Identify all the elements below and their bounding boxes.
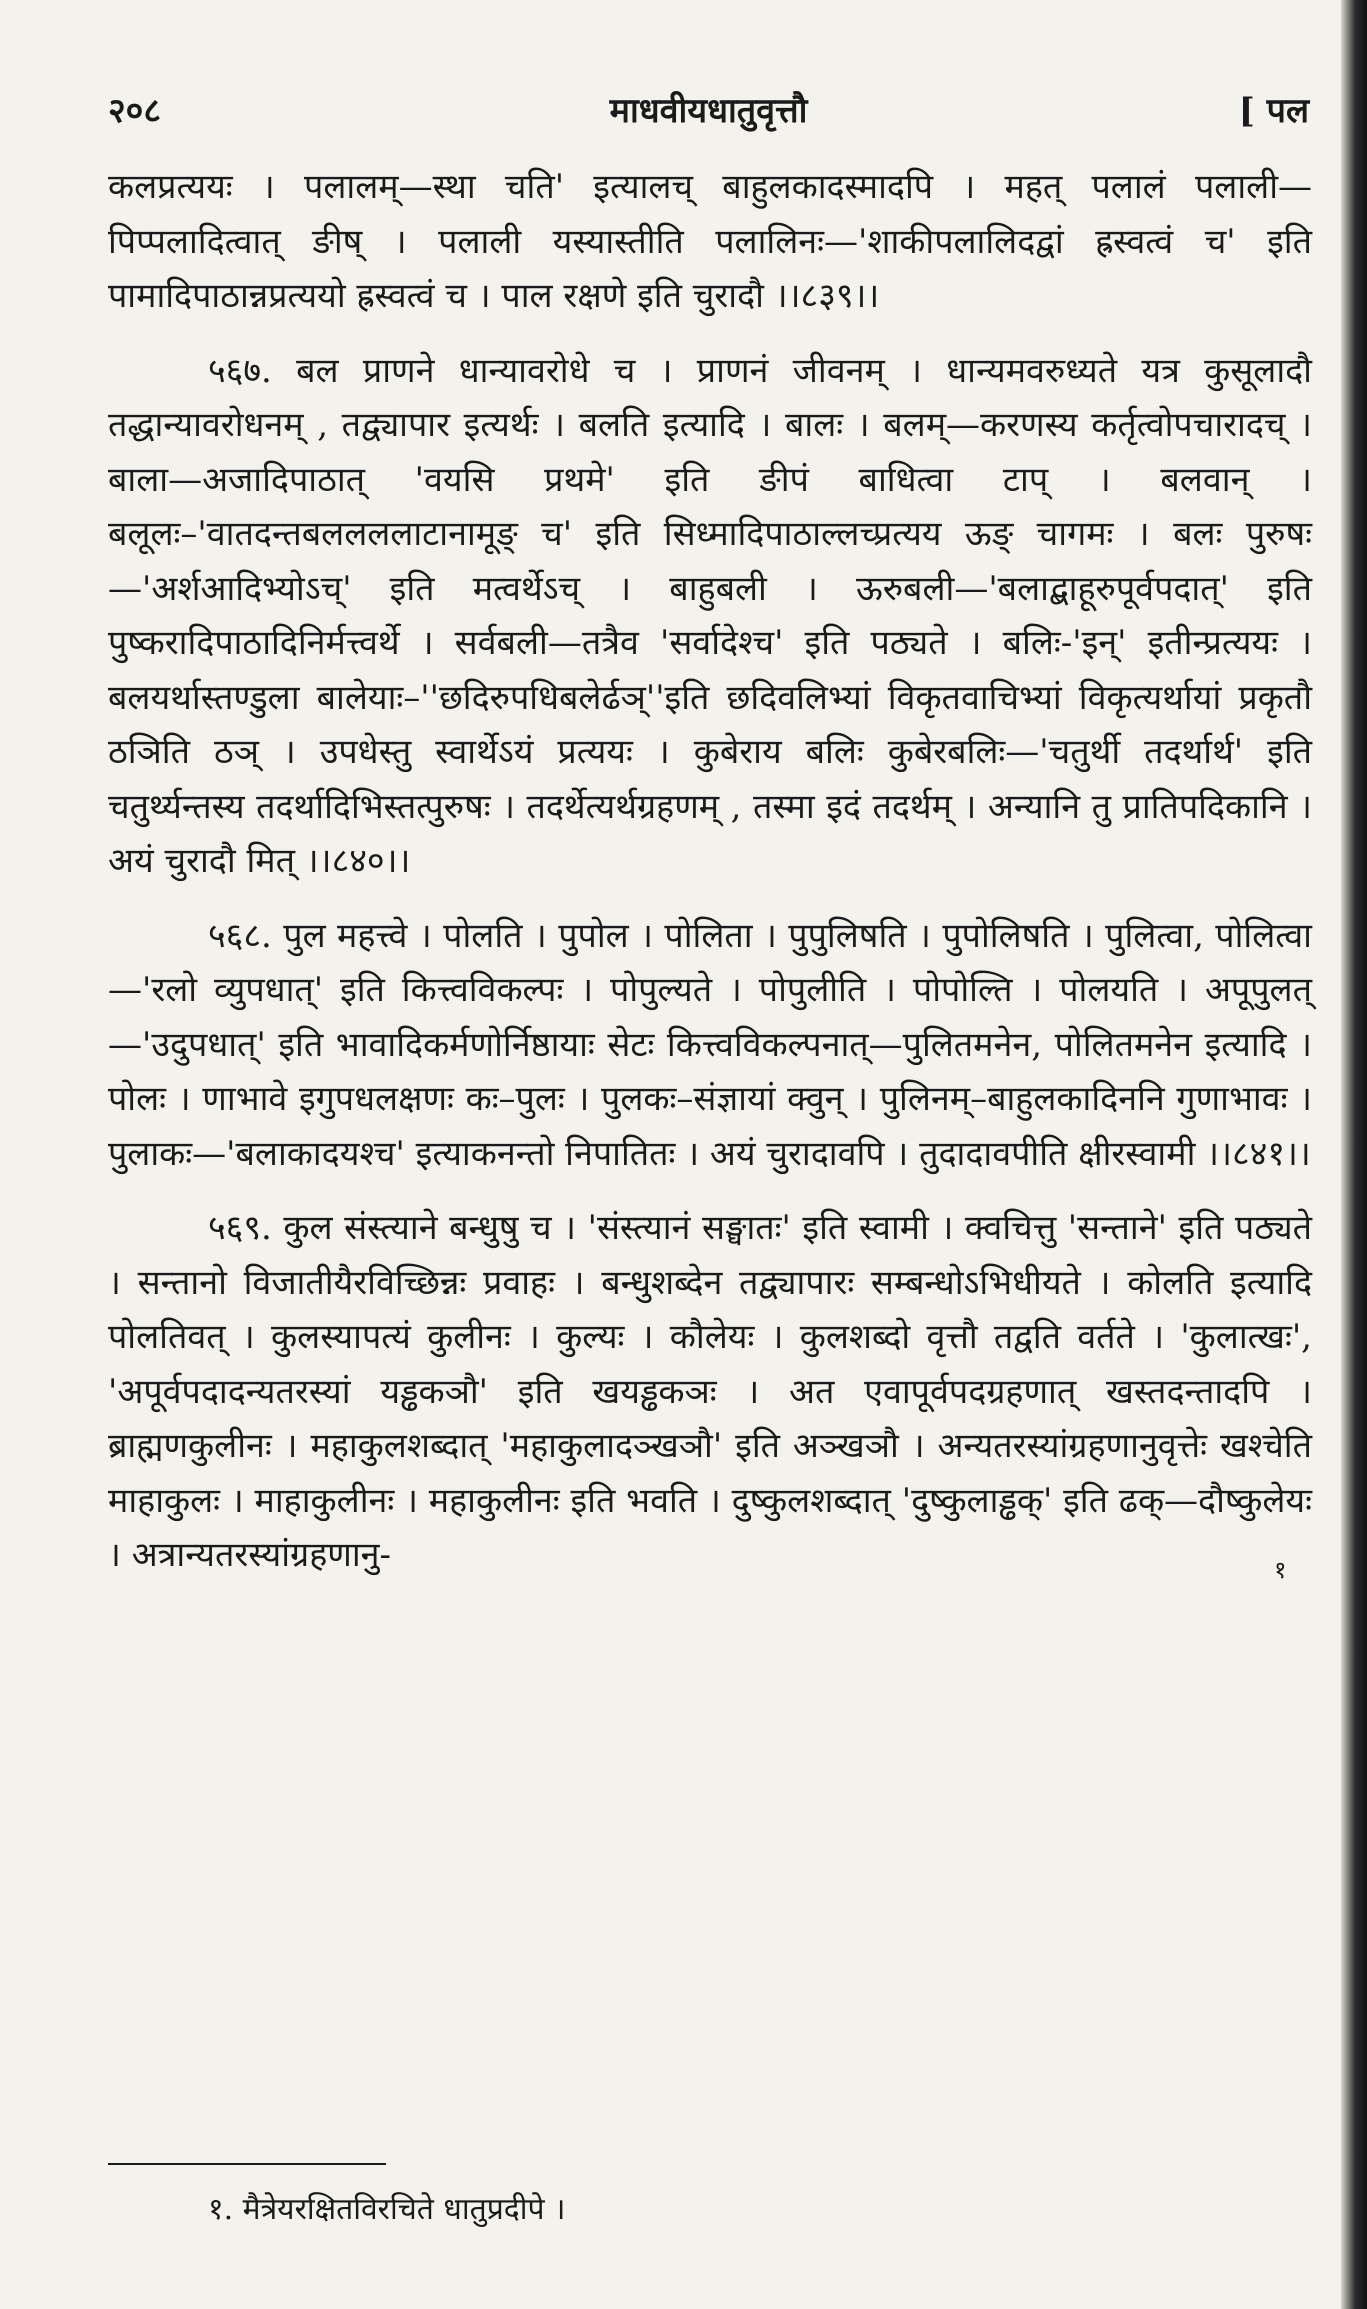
footnote-divider <box>108 2163 386 2165</box>
page-header <box>108 80 1309 140</box>
paragraph-567-bala: ५६७. बल प्राणने धान्यावरोधे च । प्राणनं जीवनम् । धान्यमवरुध्यते यत्र कुसूलादौ तद्धान्यावरोधनम् , तद्व्यापार इत्यर्थः । बलति इत्यादि । बालः । बलम्—करणस्य कर्तृत्वोपचारादच् । बाला—अजादिपाठात् 'वयसि प्रथमे' इति ङीपं बाधित्वा टाप् । बलवान् । बलूलः–'वातदन्तबललललाटानामूङ् च' इति सिध्मादिपाठाल्लच्प्रत्यय ऊङ् चागमः । बलः पुरुषः—'अर्शआदिभ्योऽच्' इति मत्वर्थेऽच् । बाहुबली । ऊरुबली—'बलाद्बाहूरुपूर्वपदात्' इति पुष्करादिपाठादिनिर्मत्त्वर्थे । सर्वबली—तत्रैव 'सर्वादेश्च' इति पठ्यते । बलिः-'इन्' इतीन्प्रत्ययः । बलयर्थास्तण्डुला बालेयाः–''छदिरुपधिबलेर्ढञ्''इति छदिवलिभ्यां विकृतवाचिभ्यां विकृत्यर्थायां प्रकृतौ ठञिति ठञ् । उपधेस्तु स्वार्थेऽयं प्रत्ययः । कुबेराय बलिः कुबेरबलिः—'चतुर्थी तदर्थार्थ' इति चतुर्थ्यन्तस्य तदर्थादिभिस्तत्पुरुषः । तदर्थेत्यर्थग्रहणम् , तस्मा इदं तदर्थम् । अन्यानि तु प्रातिपदिकानि । अयं चुरादौ मित् ।।८४०।। <box>108 350 1312 881</box>
paragraph-continuation: कलप्रत्ययः । पलालम्—स्था चति' इत्यालच् बाहुलकादस्मादपि । महत् पलालं पलाली—पिप्पलादित्वात् ङीष् । पलाली यस्यास्तीति पलालिनः—'शाकीपलालिदद्वां ह्रस्वत्वं च' इति पामादिपाठान्नप्रत्ययो ह्रस्वत्वं च । पाल रक्षणे इति चुरादौ ।।८३९।। <box>108 167 1312 316</box>
paragraph-569-kula: ५६९. कुल संस्त्याने बन्धुषु च । 'संस्त्यानं सङ्घातः' इति स्वामी । क्वचित्तु 'सन्ताने' इति पठ्यते । सन्तानो विजातीयैरविच्छिन्नः प्रवाहः । बन्धुशब्देन तद्व्यापारः सम्बन्धोऽभिधीयते । कोलति इत्यादि पोलतिवत् । कुलस्यापत्यं कुलीनः । कुल्यः । कौलेयः । कुलशब्दो वृत्तौ तद्वति वर्तते । 'कुलात्खः', 'अपूर्वपदादन्यतरस्यां यड्ढकञौ' इति खयड्ढकञः । अत एवापूर्वपदग्रहणात् खस्तदन्तादपि । ब्राह्मणकुलीनः । महाकुलशब्दात् 'महाकुलादञ्खञौ' इति अञ्खञौ । अन्यतरस्यांग्रहणानुवृत्तेः खश्चेति माहाकुलः । माहाकुलीनः । महाकुलीनः इति भवति । दुष्कुलशब्दात् 'दुष्कुलाड्ढक्' इति ढक्—दौष्कुलेयः । अत्रान्यतरस्यांग्रहणानु- <box>108 1208 1312 1575</box>
paragraph-568-pula: ५६८. पुल महत्त्वे । पोलति । पुपोल । पोलिता । पुपुलिषति । पुपोलिषति । पुलित्वा, पोलित्वा—'रलो व्युपधात्' इति कित्त्वविकल्पः । पोपुल्यते । पोपुलीति । पोपोल्ति । पोलयति । अपूपुलत्—'उदुपधात्' इति भावादिकर्मणोर्निष्ठायाः सेटः कित्त्वविकल्पनात्—पुलितमनेन, पोलितमनेन इत्यादि । पोलः । णाभावे इगुपधलक्षणः कः–पुलः । पुलकः–संज्ञायां क्वुन् । पुलिनम्–बाहुलकादिननि गुणाभावः । पुलाकः—'बलाकादयश्च' इत्याकनन्तो निपातितः । अयं चुरादावपि । तुदादावपीति क्षीरस्वामी ।।८४१।। <box>108 915 1312 1174</box>
page-number: २०८ <box>108 91 162 131</box>
footnote-reference-marker: १ <box>1274 1556 1287 1584</box>
running-head: [ पल <box>1238 91 1309 131</box>
page-binding-edge <box>1341 0 1367 2309</box>
page-body <box>108 160 1312 1603</box>
page-title: माधवीयधातुवृत्तौ <box>609 91 808 131</box>
footnote: १. मैत्रेयरक्षितविरचिते धातुप्रदीपे । <box>208 2192 566 2227</box>
